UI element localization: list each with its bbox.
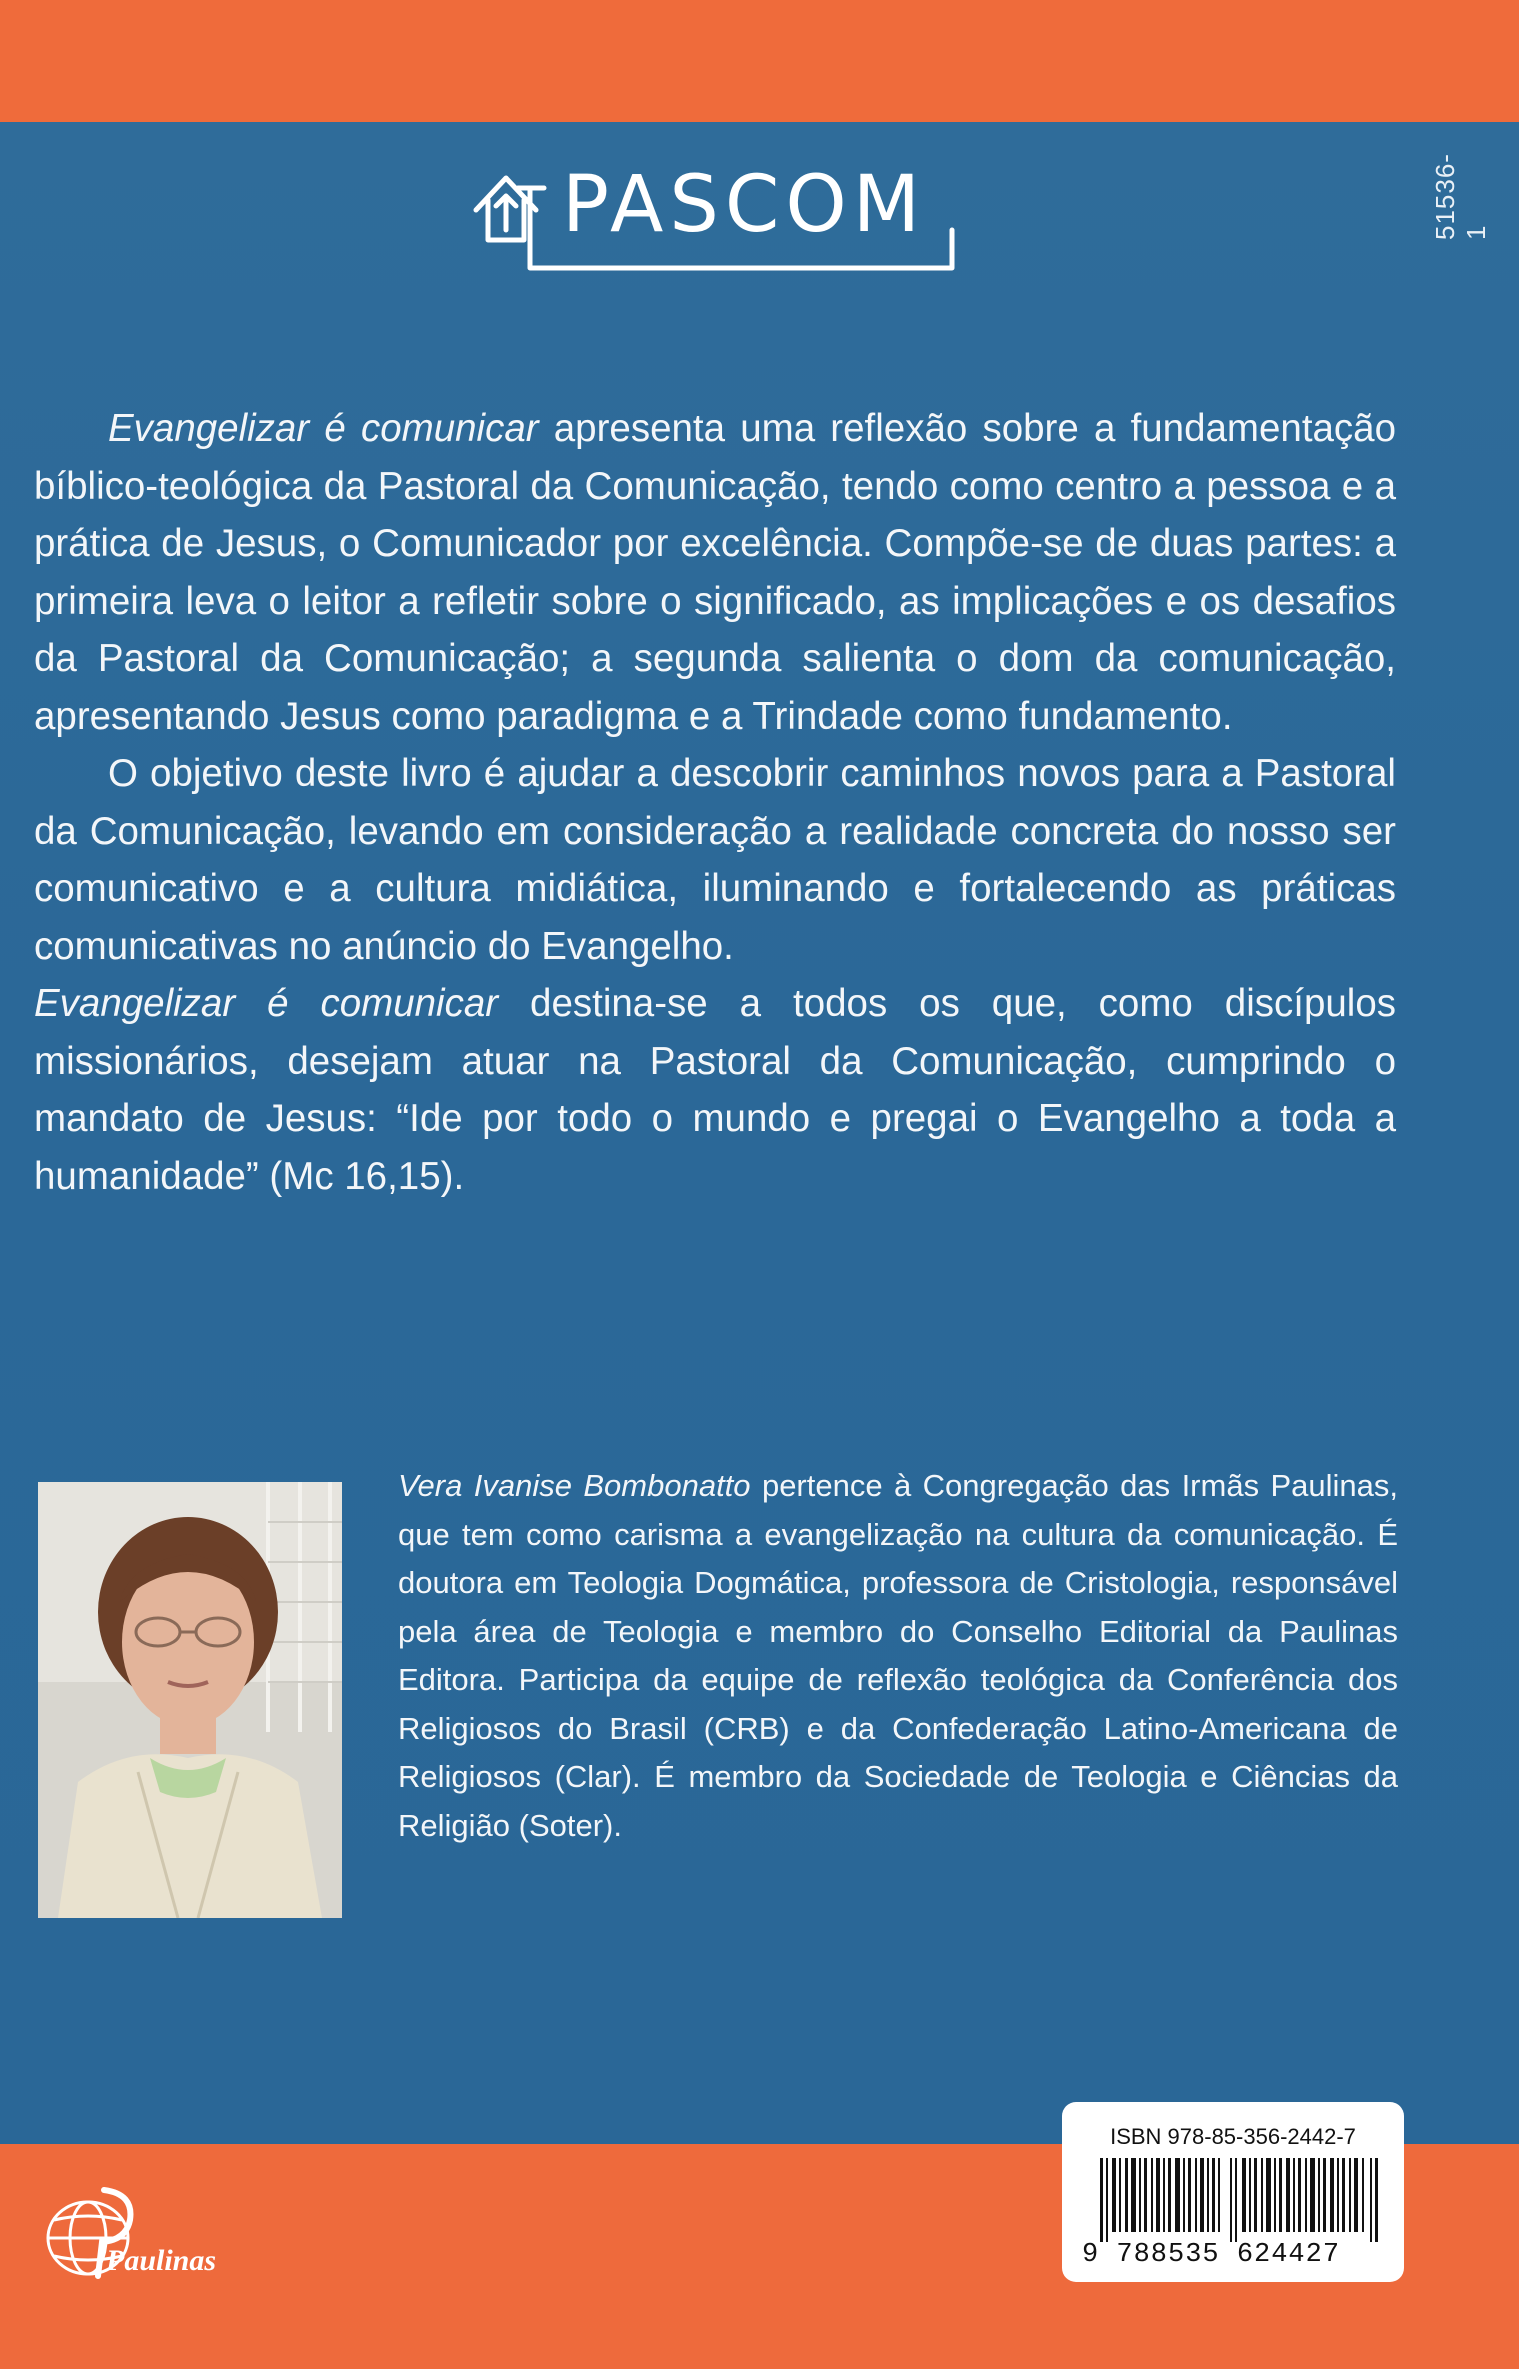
isbn-label: ISBN 978-85-356-2442-7: [1110, 2124, 1356, 2149]
author-bio-text: pertence à Congregação das Irmãs Paulinas, que tem como carisma a evangelização na cultura da comunicação. É doutora em Teologia Dogmática, professora de Cristologia, responsável pela área de Teologia e membro do Conselho Editorial da Paulinas Editora. Participa da equipe de reflexão teológica da Conferência dos Religiosos do Brasil (CRB) e da Confederação Latino-Americana de Religiosos (Clar). É membro da Sociedade de Teologia e Ciências da Religião (Soter).: [398, 1468, 1399, 1843]
author-bio: [398, 1462, 1398, 1850]
barcode-bars: [1100, 2158, 1380, 2242]
author-photo: [38, 1482, 342, 1918]
book-description: [34, 400, 1396, 1205]
author-name: Vera Ivanise Bombonatto: [398, 1468, 751, 1503]
publisher-logo: [38, 2180, 238, 2290]
pascom-logo: [470, 160, 960, 280]
pascom-logo-text: PASCOM: [562, 160, 927, 250]
catalog-code: 51536-1: [1430, 153, 1491, 240]
top-orange-band: [0, 0, 1519, 122]
description-paragraph-3: Evangelizar é comunicar destina-se a todos os que, como discípulos missionários, desejam atuar na Pastoral da Comunicação, cumprindo o mandato de Jesus: “Ide por todo o mundo e pregai o Evangelho a toda a humanidade” (Mc 16,15).: [34, 982, 1396, 1198]
publisher-name: Paulinas: [106, 2244, 217, 2277]
description-paragraph-1: Evangelizar é comunicar apresenta uma reflexão sobre a fundamentação bíblico-teológica da Pastoral da Comunicação, tendo como centro a pessoa e a prática de Jesus, o Comunicador por excelência. Compõe-se de duas partes: a primeira leva o leitor a refletir sobre o significado, as implicações e os desafios da Pastoral da Comunicação; a segunda salienta o dom da comunicação, apresentando Jesus como paradigma e a Trindade como fundamento.: [34, 407, 1396, 738]
barcode-digits: 9 788535 624427: [1082, 2240, 1341, 2270]
book-title-italic: Evangelizar é comunicar: [34, 982, 499, 1025]
isbn-barcode: [1062, 2102, 1404, 2282]
description-paragraph-2: O objetivo deste livro é ajudar a descobrir caminhos novos para a Pastoral da Comunicação, levando em consideração a realidade concreta do nosso ser comunicativo e a cultura midiática, iluminando e fortalecendo as práticas comunicativas no anúncio do Evangelho.: [34, 752, 1396, 968]
book-title-italic: Evangelizar é comunicar: [108, 407, 539, 450]
